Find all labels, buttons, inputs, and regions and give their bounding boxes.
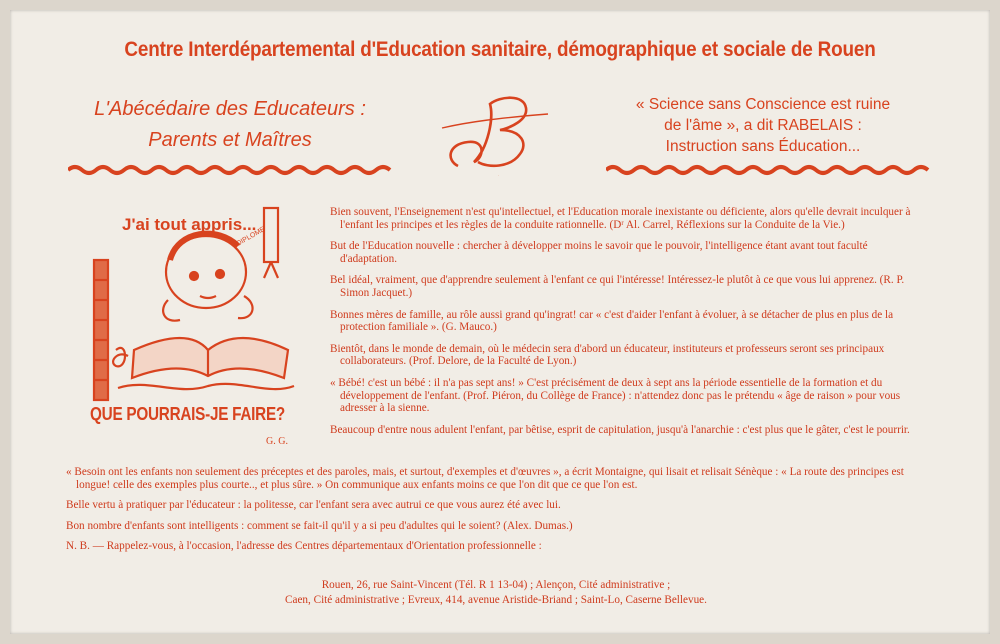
header-right-line2: de l'âme », a dit RABELAIS :: [664, 117, 862, 134]
wavy-divider-right: [606, 164, 936, 176]
wavy-divider-left: [68, 164, 398, 176]
header-right: [598, 94, 928, 157]
child-reading-illustration: [88, 200, 298, 410]
document-card: [10, 10, 990, 634]
header-right-line1: « Science sans Conscience est ruine: [635, 96, 891, 113]
entry-3: Bel idéal, vraiment, que d'apprendre seulement à l'enfant ce qui l'intéresse! Intéressez-le plutôt à ce que vous lui apprenez. (R. P. Simon Jacquet.): [330, 274, 905, 299]
header-left: [60, 94, 400, 156]
entry-7: Beaucoup d'entre nous adulent l'enfant, par bêtise, esprit de capitulation, jusqu'à l'anarchie : c'est plus que le gâter, c'est le pourrir.: [330, 423, 910, 436]
big-letter: B: [498, 176, 499, 177]
entry-9: Belle vertu à pratiquer par l'éducateur : la politesse, car l'enfant sera avec autrui ce que vous aurez été avec lui.: [66, 499, 561, 512]
entries-right: [330, 206, 926, 436]
entry-6: « Bébé! c'est un bébé : il n'a pas sept ans! » C'est précisément de deux à sept ans la période essentielle de la formation et du développement de l'enfant. (Prof. Piéron, du Collège de France) : n'attendez donc pas le prétendu « âge de raison » pour vous adresser à la sienne.: [330, 376, 901, 415]
page-title: Centre Interdépartemental d'Education sanitaire, démographique et sociale de Rouen: [124, 38, 876, 61]
cartoon-top-text: J'ai tout appris...: [122, 215, 257, 234]
addresses: [66, 578, 926, 608]
nb-note: N. B. — Rappelez-vous, à l'occasion, l'adresse des Centres départementaux d'Orientation professionnelle :: [66, 540, 542, 553]
entries-full: [66, 466, 926, 557]
entry-8: « Besoin ont les enfants non seulement des préceptes et des paroles, mais, et surtout, d'exemples et d'œuvres », a écrit Montaigne, qui lisait et relisait Sénèque : « La route des principes est longue! celle des exemples plus courte.., et plus sûre. » On communique aux enfants moins ce que l'on dit que ce que l'on est.: [66, 466, 904, 491]
cartoon-caption: QUE POURRAIS-JE FAIRE?: [90, 404, 286, 424]
header-right-line3: Instruction sans Éducation...: [665, 138, 861, 155]
entry-4: Bonnes mères de famille, au rôle aussi grand qu'ingrat! car « c'est d'aider l'enfant à évoluer, à se détacher de plus en plus de la protection familiale ». (G. Mauco.): [330, 308, 894, 334]
header-left-line1: L'Abécédaire des Educateurs :: [94, 98, 366, 120]
ornamental-b-icon: [438, 88, 558, 178]
header-left-line2: Parents et Maîtres: [148, 129, 312, 151]
entry-1: Bien souvent, l'Enseignement n'est qu'intellectuel, et l'Education morale inexistante ou déficiente, alors qu'elle devrait inculquer à l'enfant les principes et les règles de la conduite rationnelle. (Dʳ Al. Carrel, Réflexions sur la Conduite de la Vie.): [330, 206, 911, 231]
diploma-label: DIPLOME: [235, 225, 267, 248]
signature: G. G.: [266, 436, 288, 447]
entry-10: Bon nombre d'enfants sont intelligents : comment se fait-il qu'il y a si peu d'adultes qui le soient? (Alex. Dumas.): [66, 519, 573, 532]
entry-2: But de l'Education nouvelle : chercher à développer moins le savoir que le pouvoir, l'intelligence étant avant tout faculté d'adaptation.: [330, 240, 868, 265]
address-line1: Rouen, 26, rue Saint-Vincent (Tél. R 1 13-04) ; Alençon, Cité administrative ;: [321, 579, 671, 591]
entry-5: Bientôt, dans le monde de demain, où le médecin sera d'abord un éducateur, instituteurs et professeurs seront ses principaux collaborateurs. (Prof. Delore, de la Faculté de Lyon.): [330, 342, 885, 368]
address-line2: Caen, Cité administrative ; Evreux, 414, avenue Aristide-Briand ; Saint-Lo, Caserne Bellevue.: [285, 594, 707, 606]
